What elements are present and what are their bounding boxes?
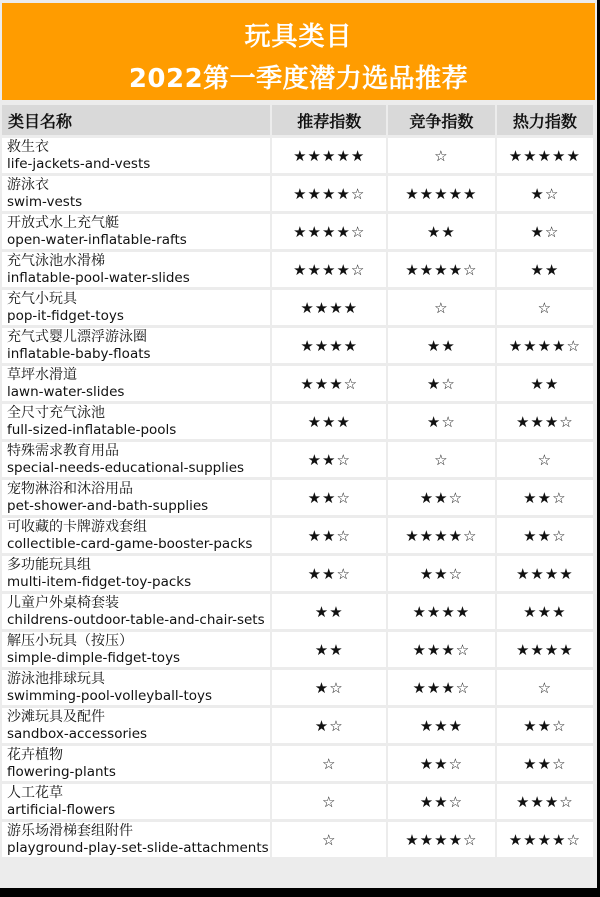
table-row [2,822,593,857]
competition-stars: ★★★★☆ [388,518,495,553]
category-name-zh: 儿童户外桌椅套装 [7,594,119,611]
heat-stars: ★★ [497,252,593,287]
table-row [2,138,593,173]
competition-stars: ★★ [388,214,495,249]
heat-stars: ★★★★ [497,556,593,591]
table-row [2,708,593,743]
heat-stars: ★☆ [497,176,593,211]
recommend-stars: ★★☆ [272,518,386,553]
category-name-zh: 解压小玩具（按压） [7,632,133,649]
heat-stars: ★★☆ [497,480,593,515]
table-row [2,518,593,553]
table-row [2,442,593,477]
category-name-en: simple-dimple-fidget-toys [7,649,181,666]
category-name-en: sandbox-accessories [7,725,148,742]
category-name-en: inflatable-pool-water-slides [7,269,190,286]
competition-stars: ★☆ [388,366,495,401]
table-row [2,328,593,363]
category-name-en: lawn-water-slides [7,383,125,400]
category-name-zh: 花卉植物 [7,746,63,763]
heat-stars: ★★☆ [497,518,593,553]
category-name-en: collectible-card-game-booster-packs [7,535,253,552]
category-cell [2,480,270,515]
competition-stars: ☆ [388,290,495,325]
header-category-name: 类目名称 [2,105,270,135]
category-name-zh: 宠物淋浴和沐浴用品 [7,480,133,497]
recommend-stars: ★★☆ [272,556,386,591]
competition-stars: ★★☆ [388,480,495,515]
recommend-stars: ★★★★ [272,328,386,363]
recommend-stars: ★★★ [272,404,386,439]
heat-stars: ☆ [497,290,593,325]
header-recommend-index: 推荐指数 [272,105,386,135]
competition-stars: ★★ [388,328,495,363]
table-row [2,366,593,401]
competition-stars: ★★★★☆ [388,252,495,287]
competition-stars: ★★★★★ [388,176,495,211]
recommend-stars: ★★ [272,632,386,667]
competition-stars: ★★☆ [388,556,495,591]
competition-stars: ☆ [388,442,495,477]
category-name-zh: 可收藏的卡牌游戏套组 [7,518,147,535]
category-name-zh: 全尺寸充气泳池 [7,404,105,421]
heat-stars: ★★★★★ [497,138,593,173]
category-name-zh: 救生衣 [7,138,49,155]
category-cell [2,556,270,591]
category-cell [2,632,270,667]
category-name-en: playground-play-set-slide-attachments [7,839,269,856]
category-cell [2,176,270,211]
header-competition-index: 竞争指数 [388,105,495,135]
category-name-zh: 草坪水滑道 [7,366,77,383]
heat-stars: ★☆ [497,214,593,249]
competition-stars: ★★★★☆ [388,822,495,857]
recommend-stars: ★★★☆ [272,366,386,401]
heat-stars: ☆ [497,670,593,705]
category-name-en: pet-shower-and-bath-supplies [7,497,209,514]
table-row [2,252,593,287]
category-cell [2,822,270,857]
category-name-en: life-jackets-and-vests [7,155,151,172]
category-name-zh: 开放式水上充气艇 [7,214,119,231]
category-name-en: childrens-outdoor-table-and-chair-sets [7,611,265,628]
recommend-stars: ★★★★ [272,290,386,325]
table-row [2,594,593,629]
category-name-en: full-sized-inflatable-pools [7,421,177,438]
category-name-zh: 游泳衣 [7,176,49,193]
heat-stars: ★★★☆ [497,784,593,819]
category-name-zh: 充气小玩具 [7,290,77,307]
table-row [2,556,593,591]
recommend-stars: ★★ [272,594,386,629]
category-cell [2,518,270,553]
competition-stars: ★★☆ [388,746,495,781]
category-name-en: artificial-flowers [7,801,116,818]
table-row [2,746,593,781]
header-heat-index: 热力指数 [497,105,593,135]
table-header-row [2,105,593,135]
competition-stars: ★★☆ [388,784,495,819]
category-cell [2,138,270,173]
category-name-en: special-needs-educational-supplies [7,459,245,476]
table-row [2,176,593,211]
category-name-en: inflatable-baby-floats [7,345,151,362]
heat-stars: ★★★☆ [497,404,593,439]
heat-stars: ★★☆ [497,708,593,743]
category-name-en: open-water-inflatable-rafts [7,231,187,248]
page-subtitle: 2022第一季度潜力选品推荐 [128,64,469,94]
heat-stars: ★★★★ [497,632,593,667]
heat-stars: ★★☆ [497,746,593,781]
category-name-zh: 游泳池排球玩具 [7,670,105,687]
competition-stars: ☆ [388,138,495,173]
category-cell [2,708,270,743]
heat-stars: ★★★ [497,594,593,629]
category-name-zh: 特殊需求教育用品 [7,442,119,459]
category-cell [2,404,270,439]
recommend-stars: ★★★★★ [272,138,386,173]
table-row [2,480,593,515]
heat-stars: ★★★★☆ [497,328,593,363]
heat-stars: ★★ [497,366,593,401]
table-row [2,404,593,439]
category-name-en: swimming-pool-volleyball-toys [7,687,213,704]
recommend-stars: ★★★★☆ [272,252,386,287]
category-name-zh: 游乐场滑梯套组附件 [7,822,133,839]
category-cell [2,252,270,287]
category-cell [2,328,270,363]
competition-stars: ★☆ [388,404,495,439]
category-cell [2,290,270,325]
category-cell [2,746,270,781]
recommend-stars: ★★★★☆ [272,214,386,249]
table-row [2,632,593,667]
category-name-zh: 充气式婴儿漂浮游泳圈 [7,328,147,345]
title-banner [2,3,595,100]
competition-stars: ★★★★ [388,594,495,629]
table-row [2,784,593,819]
category-name-en: pop-it-fidget-toys [7,307,124,324]
category-cell [2,442,270,477]
table-row [2,290,593,325]
category-name-zh: 多功能玩具组 [7,556,91,573]
category-cell [2,784,270,819]
competition-stars: ★★★ [388,708,495,743]
table-row [2,670,593,705]
category-cell [2,594,270,629]
recommend-stars: ★★★★☆ [272,176,386,211]
category-cell [2,670,270,705]
recommend-stars: ☆ [272,822,386,857]
recommend-stars: ★☆ [272,670,386,705]
competition-stars: ★★★☆ [388,670,495,705]
recommend-stars: ★★☆ [272,480,386,515]
competition-stars: ★★★☆ [388,632,495,667]
recommend-stars: ☆ [272,784,386,819]
heat-stars: ☆ [497,442,593,477]
page-title: 玩具类目 [244,22,353,52]
category-cell [2,366,270,401]
category-name-zh: 充气泳池水滑梯 [7,252,105,269]
category-name-en: swim-vests [7,193,83,210]
recommend-stars: ★★☆ [272,442,386,477]
category-table [0,102,595,860]
category-name-en: flowering-plants [7,763,116,780]
recommend-stars: ★☆ [272,708,386,743]
recommend-stars: ☆ [272,746,386,781]
category-name-zh: 沙滩玩具及配件 [7,708,105,725]
heat-stars: ★★★★☆ [497,822,593,857]
table-row [2,214,593,249]
category-cell [2,214,270,249]
category-name-en: multi-item-fidget-toy-packs [7,573,192,590]
category-name-zh: 人工花草 [7,784,63,801]
